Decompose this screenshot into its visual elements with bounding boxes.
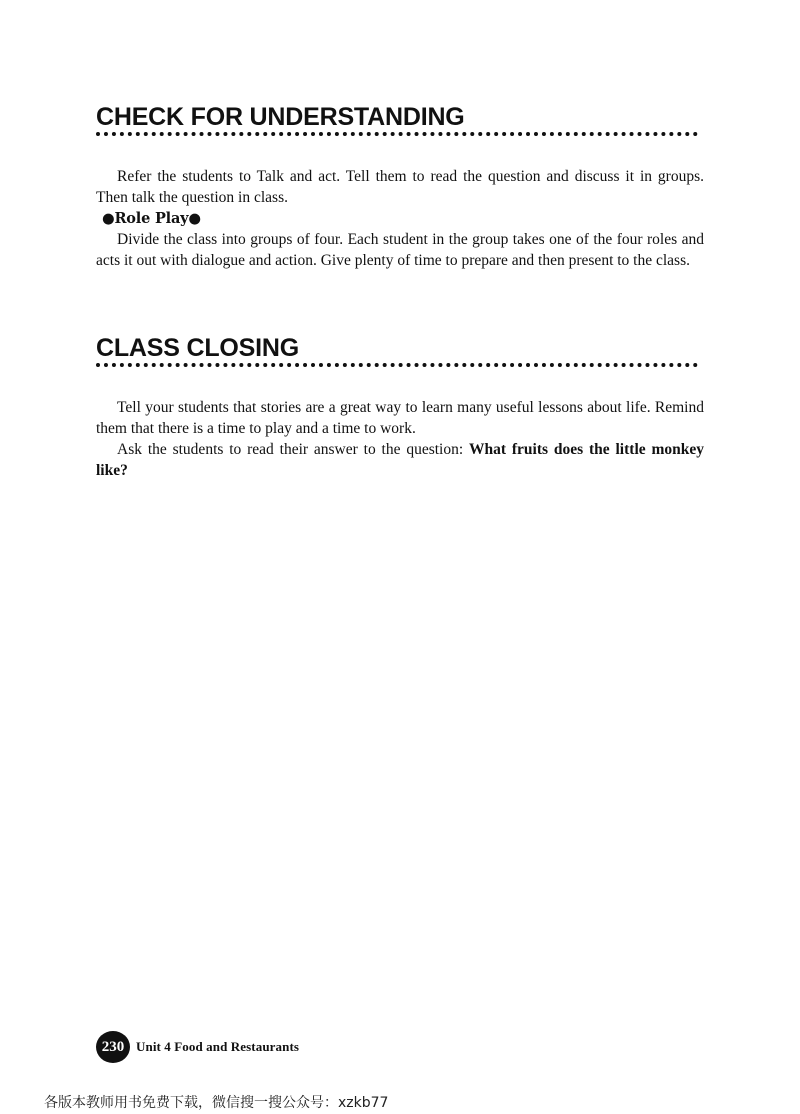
paragraph: Tell your students that stories are a great way to learn many useful lessons about life. Remind them that there is a time to play and a time to work.	[96, 399, 704, 437]
dotted-divider	[96, 363, 698, 367]
role-play-subheading: ●Role Play●	[102, 210, 201, 227]
class-closing-section	[96, 333, 704, 481]
paragraph: Refer the students to Talk and act. Tell them to read the question and discuss it in groups. Then talk the question in class.	[96, 168, 704, 206]
paragraph	[96, 439, 704, 481]
section-heading: CHECK FOR UNDERSTANDING	[96, 103, 465, 131]
paragraph: Divide the class into groups of four. Each student in the group takes one of the four roles and acts it out with dialogue and action. Give plenty of time to prepare and then present to the class.	[96, 231, 704, 269]
section-body	[96, 166, 704, 271]
unit-label: Unit 4 Food and Restaurants	[136, 1039, 300, 1054]
page-footer	[96, 1030, 299, 1064]
watermark-text: 各版本教师用书免费下载，微信搜一搜公众号：xzkb77	[44, 1095, 389, 1111]
page-number-badge: 230	[96, 1031, 130, 1063]
section-body	[96, 397, 704, 481]
check-for-understanding-section	[96, 102, 704, 271]
question-text: What fruits does the little monkey like?	[96, 441, 704, 479]
dotted-divider	[96, 132, 698, 136]
paragraph-text: Ask the students to read their answer to the question:	[117, 441, 469, 458]
section-heading: CLASS CLOSING	[96, 334, 299, 362]
